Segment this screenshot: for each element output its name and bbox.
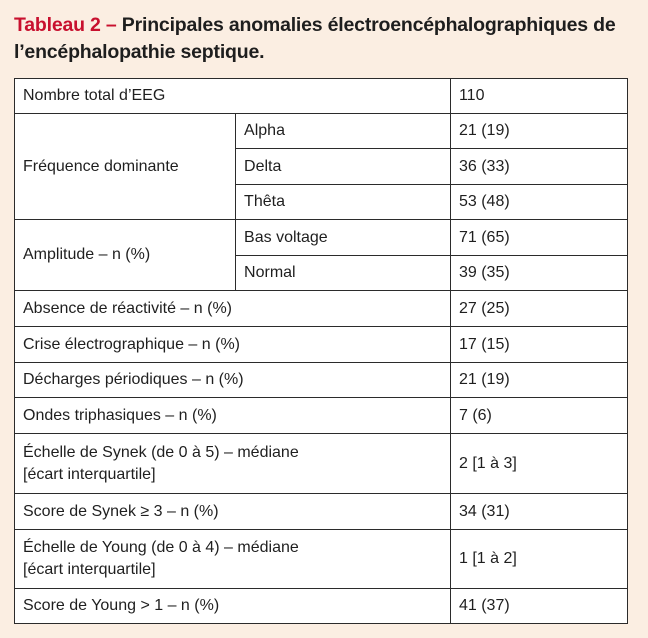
table-row [15,79,628,114]
eeg-anomalies-table [14,78,628,624]
row-value: 2 [1 à 3] [450,434,627,494]
row-sublabel: Delta [236,149,451,185]
row-label [15,530,451,589]
row-label: Score de Synek ≥ 3 – n (%) [15,494,451,530]
row-value: 21 (19) [450,114,627,149]
row-label: Crise électrographique – n (%) [15,327,451,363]
row-sublabel: Bas voltage [236,220,451,256]
row-sublabel: Alpha [236,114,451,149]
table-row [15,434,628,494]
table-row [15,291,628,327]
row-value: 27 (25) [450,291,627,327]
row-label-line1: Échelle de Young (de 0 à 4) – médiane [23,539,299,556]
row-label: Nombre total d’EEG [15,79,451,114]
table-row [15,114,628,149]
row-label: Fréquence dominante [15,114,236,220]
row-value: 36 (33) [450,149,627,185]
row-label: Ondes triphasiques – n (%) [15,398,451,434]
row-value: 17 (15) [450,327,627,363]
table-caption [14,12,634,66]
row-label: Décharges périodiques – n (%) [15,363,451,398]
row-value: 53 (48) [450,185,627,220]
table-row [15,363,628,398]
table-number: Tableau 2 – [14,14,117,36]
row-value: 34 (31) [450,494,627,530]
row-sublabel: Normal [236,256,451,291]
table-row [15,494,628,530]
row-label-line2: [écart interquartile] [23,465,156,483]
row-value: 21 (19) [450,363,627,398]
table-row [15,327,628,363]
table-row [15,220,628,256]
table-title: Principales anomalies électroencéphalographiques de l’encéphalopathie septique. [14,14,616,63]
table-row [15,530,628,589]
row-sublabel: Thêta [236,185,451,220]
row-value: 1 [1 à 2] [450,530,627,589]
row-label [15,434,451,494]
row-value: 41 (37) [450,589,627,624]
row-label: Absence de réactivité – n (%) [15,291,451,327]
row-value: 110 [450,79,627,114]
row-value: 7 (6) [450,398,627,434]
table-row [15,589,628,624]
table-row [15,398,628,434]
row-label: Score de Young > 1 – n (%) [15,589,451,624]
row-value: 71 (65) [450,220,627,256]
row-label: Amplitude – n (%) [15,220,236,291]
row-label-line1: Échelle de Synek (de 0 à 5) – médiane [23,443,299,461]
row-label-line2: [écart interquartile] [23,561,156,578]
row-value: 39 (35) [450,256,627,291]
